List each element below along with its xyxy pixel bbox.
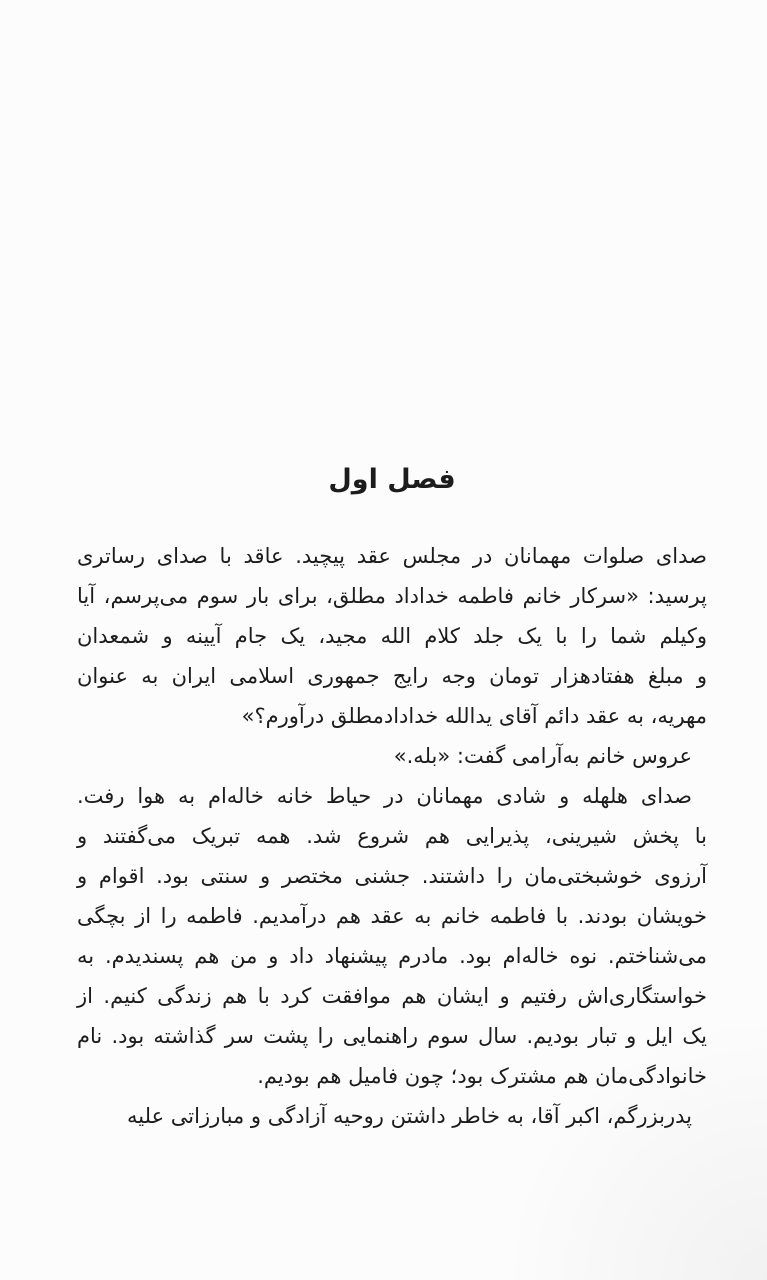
page-text (77, 536, 707, 1136)
text-line: پرسید: «سرکار خانم فاطمه خداداد مطلق، برای بار سوم می‌پرسم، آیا (77, 584, 707, 608)
text-line: خویشان بودند. با فاطمه خانم به عقد هم درآمدیم. فاطمه را از بچگی (77, 904, 707, 928)
text-line: صدای هلهله و شادی مهمانان در حیاط خانه خاله‌ام به هوا رفت. (77, 784, 692, 808)
chapter-heading: فصل اول (328, 464, 456, 495)
text-line: یک ایل و تبار بودیم. سال سوم راهنمایی را پشت سر گذاشته بود. نام (77, 1024, 707, 1048)
text-line: وکیلم شما را با یک جلد کلام الله مجید، یک جام آیینه و شمعدان (77, 624, 707, 648)
text-line: خانوادگی‌مان هم مشترک بود؛ چون فامیل هم بودیم. (257, 1064, 707, 1088)
text-line: پدربزرگم، اکبر آقا، به خاطر داشتن روحیه آزادگی و مبارزاتی علیه (127, 1104, 692, 1128)
text-line: می‌شناختم. نوه خاله‌ام بود. مادرم پیشنهاد داد و من هم پسندیدم. به (77, 944, 707, 968)
text-line: مهریه، به عقد دائم آقای یدالله خدادادمطلق درآورم؟» (241, 704, 707, 728)
text-line: با پخش شیرینی، پذیرایی هم شروع شد. همه تبریک می‌گفتند و (77, 824, 707, 848)
text-line: صدای صلوات مهمانان در مجلس عقد پیچید. عاقد با صدای رساتری (77, 544, 707, 568)
text-line: عروس خانم به‌آرامی گفت: «بله.» (393, 744, 692, 768)
text-line: خواستگاری‌اش رفتیم و ایشان هم موافقت کرد با هم زندگی کنیم. از (77, 984, 707, 1008)
text-line: آرزوی خوشبختی‌مان را داشتند. جشنی مختصر و سنتی بود. اقوام و (77, 864, 707, 888)
text-line: و مبلغ هفتادهزار تومان وجه رایج جمهوری اسلامی ایران به عنوان (77, 664, 707, 688)
